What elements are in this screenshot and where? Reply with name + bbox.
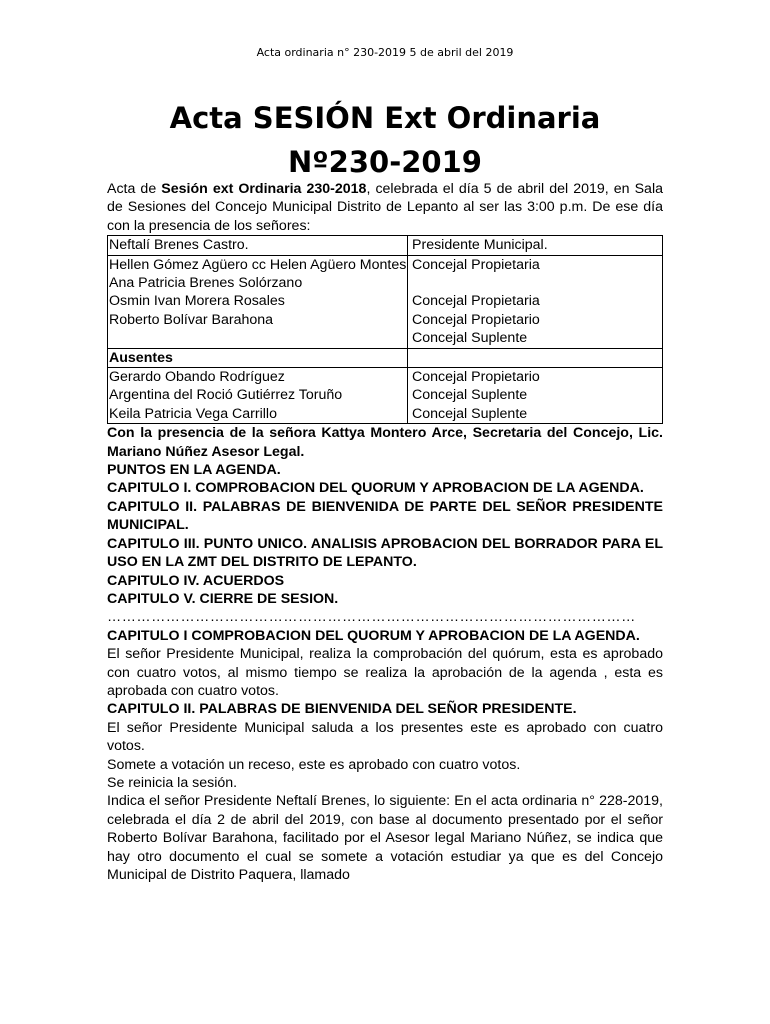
table-row: Gerardo Obando Rodríguez Argentina del Roció Gutiérrez Toruño Keila Patricia Vega Carrillo Concejal Propietario Concejal Suplente Concejal Suplente [108,368,663,424]
table-row-absent-header: Ausentes [108,348,663,367]
chapter1-heading: CAPITULO I COMPROBACION DEL QUORUM Y APROBACION DE LA AGENDA. [107,627,640,644]
table-row: Hellen Gómez Agüero cc Helen Agüero Montes Ana Patricia Brenes Solórzano Osmin Ivan Morera Rosales Roberto Bolívar Barahona Concejal Propietaria Concejal Propietaria Concejal Propietario Concejal Suplente [108,255,663,348]
agenda-heading: PUNTOS EN LA AGENDA. [107,462,281,479]
agenda-item: CAPITULO I. COMPROBACION DEL QUORUM Y APROBACION DE LA AGENDA. [107,480,644,497]
agenda-item: CAPITULO II. PALABRAS DE BIENVENIDA DE PARTE DEL SEÑOR PRESIDENTE MUNICIPAL. [107,498,663,534]
presence-note: Con la presencia de la señora Kattya Montero Arce, Secretaria del Concejo, Lic. Mariano Núñez Asesor Legal. [107,425,663,460]
table-row: Neftalí Brenes Castro. Presidente Municipal. [108,236,663,255]
title-line-2: Nº230-2019 [288,145,482,179]
agenda-item: CAPITULO V. CIERRE DE SESION. [107,590,339,607]
running-header: Acta ordinaria n° 230-2019 5 de abril del 2019 [256,46,514,59]
document-title [0,96,770,184]
document-body [107,180,663,884]
agenda-item: CAPITULO III. PUNTO UNICO. ANALISIS APROBACION DEL BORRADOR PARA EL USO EN LA ZMT DEL DISTRITO DE LEPANTO. [107,535,663,571]
chapter2-paragraph: Somete a votación un receso, este es aprobado con cuatro votos. [107,756,521,773]
agenda-item: CAPITULO IV. ACUERDOS [107,572,285,589]
session-name: Sesión ext Ordinaria 230-2018 [161,181,367,197]
intro-paragraph: Acta de Sesión ext Ordinaria 230-2018, celebrada el día 5 de abril del 2019, en Sala de Sesiones del Concejo Municipal Distrito de Lepanto al ser las 3:00 p.m. De ese día con la presencia de los señores: [107,181,663,234]
chapter2-paragraph: El señor Presidente Municipal saluda a los presentes este es aprobado con cuatro votos. [107,719,663,755]
chapter1-text: El señor Presidente Municipal, realiza la comprobación del quórum, esta es aprobado con cuatro votos, al mismo tiempo se realiza la aprobación de la agenda , esta es aprobada con cuatro votos. [107,646,663,699]
separator: ……………………………………………………………………………………………… [107,609,636,626]
chapter2-paragraph: Se reinicia la sesión. [107,774,238,791]
chapter2-heading: CAPITULO II. PALABRAS DE BIENVENIDA DEL SEÑOR PRESIDENTE. [107,701,577,718]
attendance-table [107,235,663,424]
chapter2-paragraph: Indica el señor Presidente Neftalí Brenes, lo siguiente: En el acta ordinaria n° 228-2019, celebrada el día 2 de abril del 2019, con base al documento presentado por el señor Roberto Bolívar Barahona, facilitado por el Asesor legal Mariano Núñez, se indica que hay otro documento el cual se somete a votación estudiar ya que es del Concejo Municipal de Distrito Paquera, llamado [107,793,663,884]
title-line-1: Acta SESIÓN Ext Ordinaria [169,101,601,135]
